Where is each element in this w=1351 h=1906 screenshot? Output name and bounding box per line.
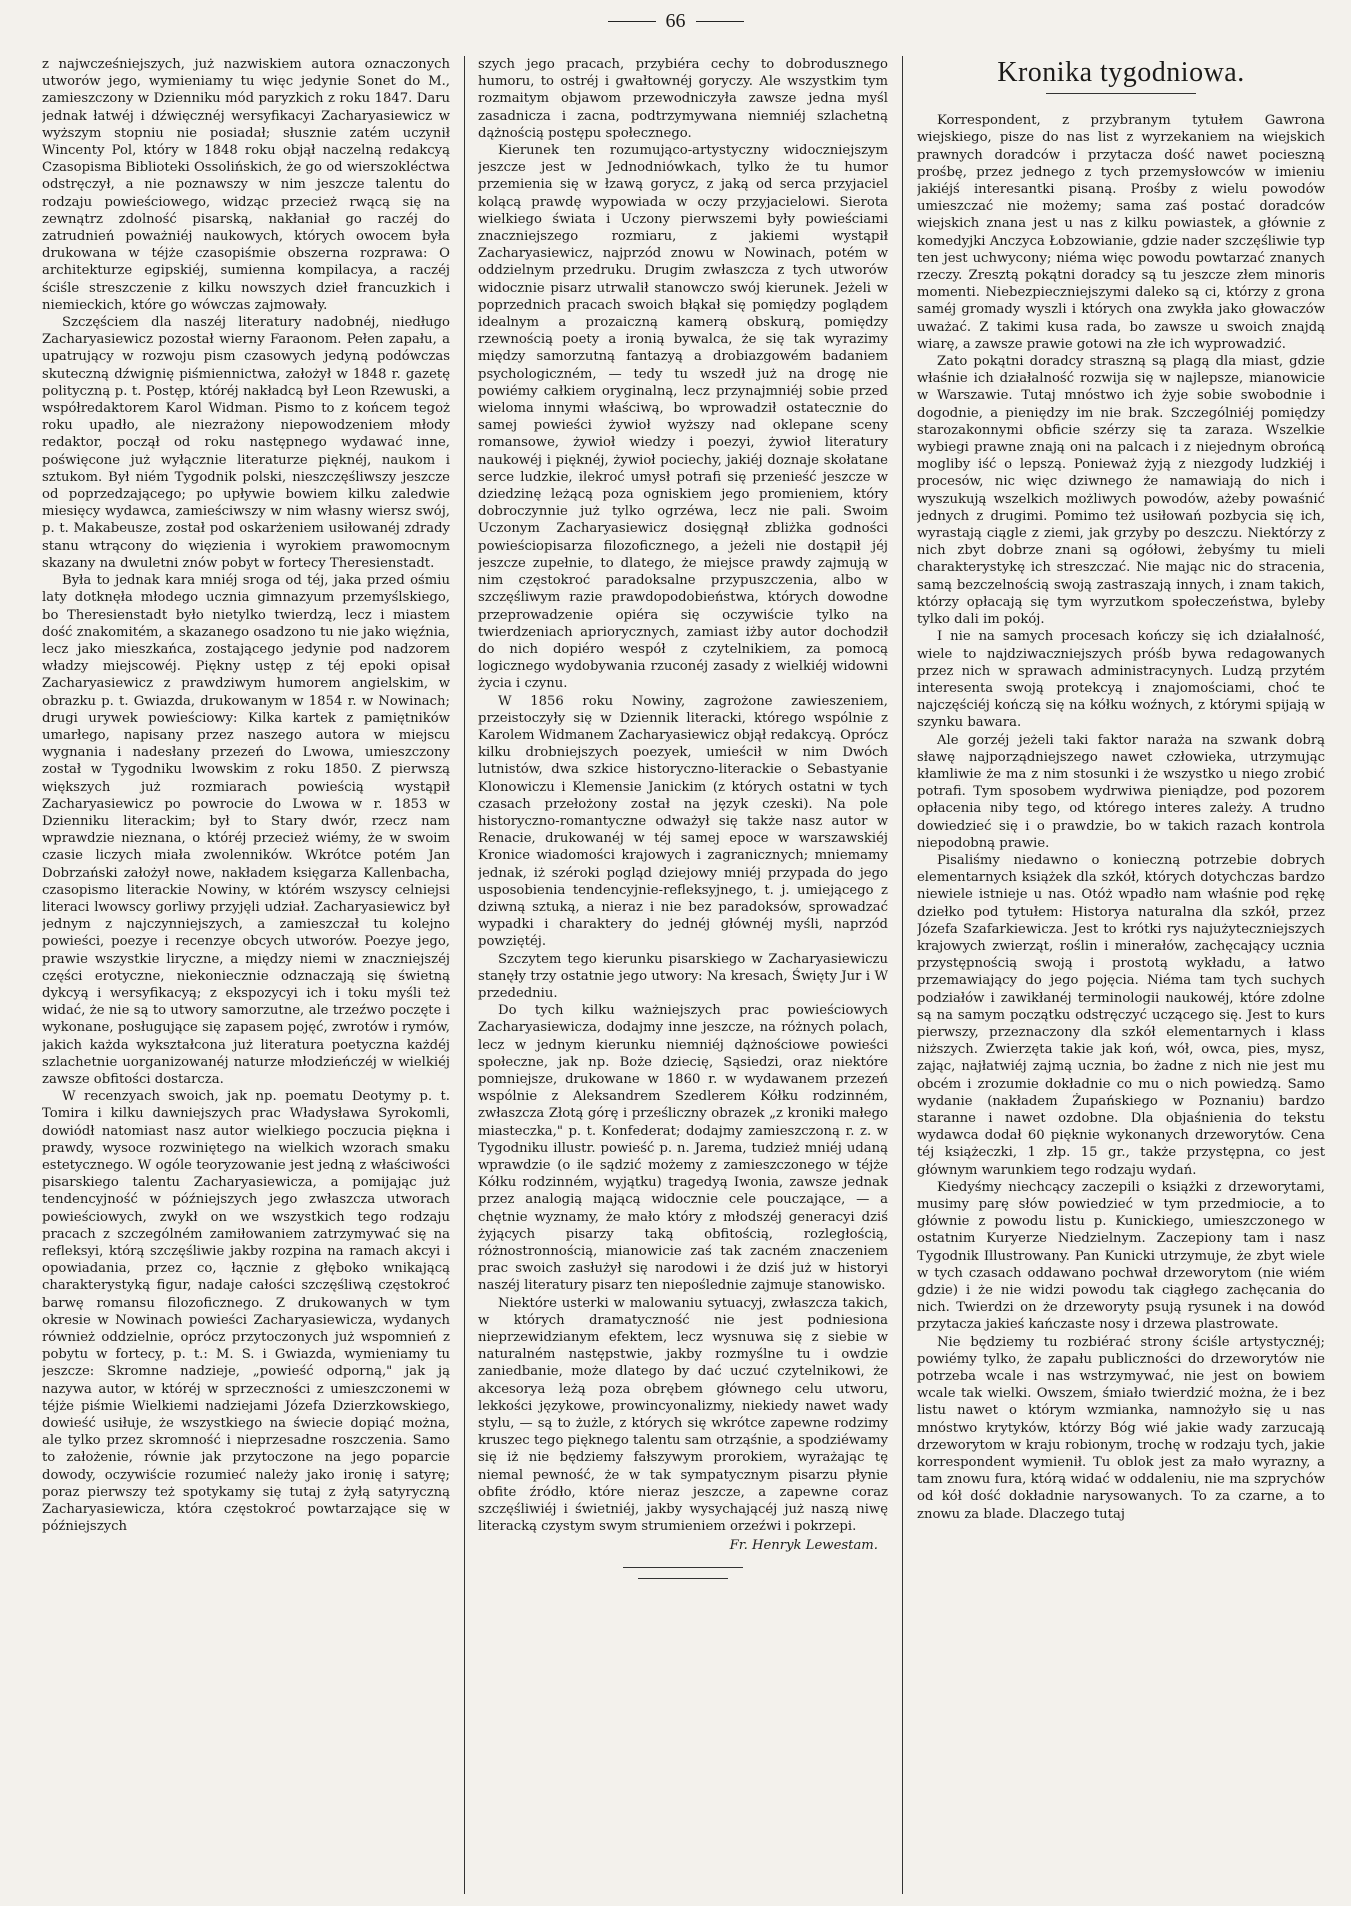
column-3-paragraph: Kiedyśmy niechcący zaczepili o książki z drzeworytami, musimy parę słów powiedzieć w tym przedmiocie, a to głównie z powodu listu p. Kunickiego, umieszczonego w ostatnim Kuryerze Niedzielnym. Zaczepiony tam i nasz Tygodnik Illustrowany. Pan Kunicki utrzymuje, że zbyt wiele w tych czasach oddawano pochwał drzeworytom (nie wiém gdzie) i że nie widzi powodu tak ciągłego zachęcania do nich. Twierdzi on że drzeworyty psują rysunek i na dowód przytacza jakieś kańczaste nosy i drzewa plastrowate. [917,1179,1325,1333]
column-1-paragraph: W recenzyach swoich, jak np. poematu Deotymy p. t. Tomira i kilku dawniejszych prac Władysława Syrokomli, dowiódł natomiast nasz autor wielkiego poczucia piękna i prawdy, wysoce rozwiniętego na wielkich wzorach smaku estetycznego. W ogóle teoryzowanie jest jedną z właściwości pisarskiego talentu Zacharyasiewicza, a pomijając już tendencyjność w późniejszych jego zwłaszcza utworach powieściowych, zwykł on we wszystkich tego rodzaju pracach z szczególném zamiłowaniem zatrzymywać się na refleksyi, którą szczęśliwie jakby rozpina na ramach akcyi i opowiadania, przez co, łącznie z głęboko wnikającą charakterystyką figur, nadaje całości szczęśliwą częstokroć barwę romansu filozoficznego. Z drukowanych w tym okresie w Nowinach powieści Zacharyasiewicza, wydanych również oddzielnie, oprócz przytoczonych już wspomnień z pobytu w fortecy, p. t.: M. S. i Gwiazda, wymieniamy tu jeszcze: Skromne nadzieje, „powieść odporną," jak ją nazywa autor, w któréj w sprzeczności z umieszczonemi w téjże piśmie Wielkiemi nadziejami Józefa Dzierzkowskiego, dowieść usiłuje, że wszystkiego na świecie dopiąć można, ale tylko przez skromność i nieprzesadne roszczenia. Samo to założenie, równie jak przytoczone na jego poparcie dowody, oczywiście rozumieć należy jako ironię i satyrę; poraz pierwszy też spotykamy się tutaj z żyłą satyryczną Zacharyasiewicza, która częstokroć powtarzające się w późniejszych [42,1089,450,1535]
title-rule [1046,93,1196,94]
column-3-paragraph: Korrespondent, z przybranym tytułem Gawrona wiejskiego, pisze do nas list z wyrzekaniem na wiejskich prawnych doradców i przytacza dość nawet pocieszną prośbę, przez jednego z tych przemysłowców w imieniu jakiéjś interesantki pisaną. Prośby z wielu powodów umieszczać nie możemy; sama zaś postać doradców wiejskich znana jest u nas z kilku powiastek, a głównie z komedyjki Anczyca Łobzowianie, gdzie nader szczęśliwie typ ten jest uchwycony; niéma więc powodu powtarzać znanych rzeczy. Zresztą pokątni doradcy są tu jeszcze złem minoris momenti. Niebezpieczniejszymi daleko są ci, którzy z grona saméj gromady wyszli i których ona zwykła jako głowaczów uważać. Z takimi kusa rada, bo zawsze u swoich znajdą wiarę, a zawsze prawie gotowi na złe ich wyprowadzić. [917,113,1325,352]
column-2-paragraph: Kierunek ten rozumująco-artystyczny widoczniejszym jeszcze jest w Jednodniówkach, tylko że tu humor przemienia się w łzawą gorycz, z jaką od serca przyjaciel kolącą prawdę wypowiada w oczy przyjacielowi. Sierota wielkiego świata i Uczony pierwszemi były powieściami znaczniejszego rozmiaru, z jakiemi wystąpił Zacharyasiewicz, najprzód znowu w Nowinach, potém w oddzielnym przedruku. Drugim zwłaszcza z tych utworów widocznie pisarz utrwalił stanowczo swój kierunek. Jeżeli w poprzednich pracach swoich błąkał się pomiędzy poglądem idealnym a prozaiczną kamerą obskurą, pomiędzy rzewnością poety a ironią bywalca, że się tak wyrazimy między samorzutną fantazyą a drobiazgowém badaniem psychologiczném, — tedy tu wszedł już na drogę nie powiémy całkiem oryginalną, lecz przynajmniéj sobie przed wieloma innymi właściwą, bo wprowadził ostatecznie do samej powieści żywioł wyższy nad oklepane sceny romansowe, żywioł wiedzy i poezyi, żywioł literatury naukowéj i pięknéj, żywioł pociechy, jakiéj doznaje skołatane serce ludzkie, ilekroć umysł potrafi się przenieść jeszcze w dziedzinę leżącą poza ogniskiem jego promieniem, który dobroczynnie już tylko ogrzéwa, lecz nie pali. Swoim Uczonym Zacharyasiewicz dosięgnął zbliżka godności powieściopisarza filozoficznego, a jeżeli nie dostąpił jéj jeszcze zupełnie, to dlatego, że miejsce prawdy zajmują w nim częstokroć paradoksalne przypuszczenia, albo w szczęśliwym razie prawdopodobieństwa, których dowodne przeprowadzenie opiéra się oczywiście tylko na twierdzeniach apriorycznych, zamiast iżby autor dochodził do nich dopiéro wespół z czytelnikiem, za pomocą logicznego wydobywania rzuconéj zasady z wielkiéj widowni życia i czynu. [478,143,888,692]
column-3 [917,56,1325,1894]
column-3-paragraph: Ale gorzéj jeżeli taki faktor naraża na szwank dobrą sławę najporządniejszego nawet człowieka, utrzymując kłamliwie że ma z nim stosunki i że wszystko u niego zrobić potrafi. Tym sposobem wydrwiwa pieniądze, pod pozorem opłacenia niby tego, od którego interes zależy. A trudno dowiedzieć się i o prawdzie, bo w takich razach kontrola niepodobną prawie. [917,732,1325,851]
article-end-rule-short [638,1578,728,1579]
column-2-paragraph: szych jego pracach, przybiéra cechy to dobrodusznego humoru, to ostréj i gwałtownéj goryczy. Ale wszystkim tym rozmaitym objawom przewodniczyła zawsze jedna myśl zasadnicza i zacna, podtrzymywana niemniéj szlachetną dążnością postępu społecznego. [478,57,888,141]
section-title: Kronika tygodniowa. [997,57,1245,88]
article-end-rule [623,1567,743,1568]
column-2-paragraph: W 1856 roku Nowiny, zagrożone zawieszeniem, przeistoczyły się w Dziennik literacki, którego wspólnie z Karolem Widmanem Zacharyasiewicz objął redakcyą. Oprócz kilku drobniejszych poezyek, umieścił w nim Dwóch lutnistów, dwa szkice historyczno-literackie o Sebastyanie Klonowiczu i Klemensie Janickim (z których ostatni w tych czasach przełożony został na język czeski). Na pole historyczno-romantyczne odważył się także nasz autor w Renacie, drukowanéj w téj samej epoce w warszawskiéj Kronice wiadomości krajowych i zagranicznych; mniemamy jednak, iż széroki pogląd dziejowy mniéj przypada do jego usposobienia tendencyjnie-refleksyjnego, t. j. umiejącego z dziwną sztuką, a nieraz i nie bez paradoksów, sprowadzać wypadki i charaktery do jednéj głównéj myśli, naprzód powziętéj. [478,693,888,950]
column-3-paragraph: I nie na samych procesach kończy się ich działalność, wiele to najdziwaczniejszych próśb bywa redagowanych przez nich w sprawach administracynych. Ludzą przytém interesenta swoją protekcyą i znajomościami, choć te najczęściéj kończą się na kółku woźnych, z którymi spijają w szynku bawara. [917,629,1325,731]
column-3-paragraph: Nie będziemy tu rozbiérać strony ściśle artystycznéj; powiémy tylko, że zapału publiczności do drzeworytów nie potrzeba wcale i nas wstrzymywać, nie jest on bowiem wcale tak wielki. Owszem, śmiało twierdzić można, że i bez listu nawet o którym wzmianka, namnożyło się u nas mnóstwo krytyków, którzy Bóg wié jakie wady zarzucają drzeworytom w kraju robionym, trochę w rodzaju tych, jakie korrespondent wymienił. Tu oblok jest za mało wyrazny, a tam znowu fura, którą widać w oddaleniu, nie ma szprychów od kół dość dokładnie narysowanych. To za czarne, a to znowu za blade. Dlaczego tutaj [917,1334,1325,1522]
column-1-paragraph: z najwcześniejszych, już nazwiskiem autora oznaczonych utworów jego, wymieniamy tu więc jedynie Sonet do M., zamieszczony w Dzienniku mód paryzkich z roku 1847. Daru jednak łatwéj i dźwięcznéj wersyfikacyi Zacharyasiewicz w wyższym stopniu nie posiadał; słusznie zatém uczynił Wincenty Pol, który w 1848 roku objął naczelną redakcyą Czasopisma Biblioteki Ossolińskich, że go od wierszokléctwa odstręczył, a nie poznawszy w nim jeszcze talentu do rodzaju powieściowego, widząc przecież rwącą się na zewnątrz zdolność pisarską, nakłaniał go raczéj do zatrudnień poważniéj naukowych, których owocem była drukowana w téjże czasopiśmie obszerna rozprawa: O architekturze egipskiéj, sumienna kompilacya, a raczéj ściśle streszczenie z kilku nowszych dzieł francuzkich i niemieckich, które go wówczas zajmowały. [42,57,450,313]
column-2 [478,56,888,1894]
column-3-paragraph: Zato pokątni doradcy straszną są plagą dla miast, gdzie właśnie ich działalność rozwija się w najlepsze, mianowicie w Warszawie. Tutaj mnóstwo ich żyje sobie swobodnie i dogodnie, a pieniędzy im nie brak. Szczególniéj pomiędzy starozakonnymi obficie szérzy się ta zaraza. Wszelkie wybiegi prawne znają oni na palcach i z niejednym obrońcą mogliby iść o lepszą. Ponieważ żyją z niezgody ludzkiéj i procesów, nic więc dziwnego że namawiają do nich i wyszukują wszelkich możliwych powodów, ażeby powaśnić jednych z drugimi. Pomimo też usiłowań pozbycia się ich, wyrastają ciągle z ziemi, jak grzyby po deszczu. Niektórzy z nich zbyt dobrze znani są ogółowi, żebyśmy tu mieli charakterystykę ich streszczać. Nie mając nic do stracenia, samą bezczelnością swoją zastraszają innych, i znam takich, którzy opłacają się tym wyrzutkom społeczeństwa, byleby tylko dali im pokój. [917,354,1325,628]
header-rule-left [608,21,656,22]
column-2-paragraph: Do tych kilku ważniejszych prac powieściowych Zacharyasiewicza, dodajmy inne jeszcze, na różnych polach, lecz w jednym kierunku niemniéj dążnościowe powieści społeczne, jak np. Boże dziecię, Sąsiedzi, oraz niektóre pomniejsze, drukowane w 1860 r. w wydawanem przezeń wspólnie z Aleksandrem Szedlerem Kółku rodzinném, zwłaszcza Złotą górę i prześliczny obrazek „z kroniki małego miasteczka," p. t. Konfederat; dodajmy zamieszczoną r. z. w Tygodniku illustr. powieść p. n. Jarema, tudzież mniéj udaną wprawdzie (o ile sądzić możemy z zamieszczonego w téjże Kółku rodzinném, wyjątku) tragedyą Iwonia, zawsze jednak przez analogią mającą widocznie cele pouczające, — a chętnie wyznamy, że mało który z młodszéj generacyi dziś żyjących pisarzy taką obfitością, rozległością, różnostronnością, mianowicie zaś tak zacném znaczeniem prac swoich zasłużył się narodowi i że dziś już w historyi naszéj literatury pisarz ten niepoślednie zajmuje stanowisko. [478,1003,888,1294]
column-divider-1 [464,56,465,1894]
column-1 [42,56,450,1894]
column-3-paragraph: Pisaliśmy niedawno o konieczną potrzebie dobrych elementarnych książek dla szkół, których dotychczas bardzo niewiele istnieje u nas. Otóż wpadło nam właśnie pod rękę dziełko pod tytułem: Historya naturalna dla szkół, przez Józefa Szafarkiewicza. Jest to krótki rys najużyteczniejszych krajowych zwierząt, roślin i minerałów, zachęcający ucznia przystępnością swoją i prostotą wykładu, a łatwo przemawiający do jego pojęcia. Niéma tam tych suchych podziałów i zawikłanéj terminologii naukowéj, które zdolne są na samym początku odstręczyć uczącego się. Jest to kurs pierwszy, przeznaczony dla szkół elementarnych i klass niższych. Zwierzęta takie jak koń, wół, owca, pies, mysz, zając, najłatwiéj zajmą ucznia, bo żadne z nich nie jest mu obcém i zrozumie dokładnie co mu o nich powiedzą. Samo wydanie (nakładem Żupańskiego w Poznaniu) bardzo staranne i nawet ozdobne. Dla objaśnienia do tekstu wydawca dodał 60 pięknie wykonanych drzeworytów. Cena téj książeczki, 1 złp. 15 gr., także przystępna, co jest głównym warunkiem tego rodzaju wydań. [917,852,1325,1178]
header-rule-right [696,21,744,22]
page-header [0,10,1351,33]
column-2-paragraph: Niektóre usterki w malowaniu sytuacyj, zwłaszcza takich, w których dramatyczność nie jest podniesiona nieprzewidzianym efektem, lecz wysnuwa się z siebie w naturalném następstwie, jakby rozmyślne tu i owdzie zaniedbanie, może dlatego by dać uczuć czytelnikowi, że akcesorya leżą poza obrębem głównego celu utworu, lekkości językowe, prowincyonalizmy, niekiedy nawet wady stylu, — są to żużle, z których się wkrótce zapewne rodzimy kruszec tego pięknego talentu sam otrząśnie, a spodziéwamy się iż nie będziemy fałszywym prorokiem, wyrażając tę niemal pewność, że w tak sympatycznym pisarzu płynie obfite źródło, które nieraz jeszcze, a zapewne coraz szczęśliwiéj i świetniéj, jakby wysychającéj już naszą niwę literacką czystym swym strumieniem orzeźwi i pokrzepi. [478,1295,888,1535]
column-1-paragraph: Szczęściem dla naszéj literatury nadobnéj, niedługo Zacharyasiewicz pozostał wierny Faraonom. Pełen zapału, a upatrujący w rozwoju pism czasowych jedyną podówczas skuteczną dźwignię piśmiennictwa, założył w 1848 r. gazetę polityczną p. t. Postęp, któréj nakładcą był Leon Rzewuski, a współredaktorem Karol Widman. Pismo to z końcem tegoż roku upadło, ale niezrażony niepowodzeniem młody redaktor, począł od roku następnego wydawać inne, poświęcone już wyłącznie literaturze pięknéj, naukom i sztukom. Był niém Tygodnik polski, nieszczęśliwszy jeszcze od poprzedzającego; po upływie bowiem kilku zaledwie miesięcy wydawca, zamieściwszy w nim własny wiersz swój, p. t. Makabeusze, został pod oskarżeniem usiłowanéj zdrady stanu wtrącony do więzienia i wyrokiem prawomocnym skazany na dwuletni znów pobyt w fortecy Theresienstadt. [42,315,450,571]
article-signature: Fr. Henryk Lewestam. [729,1538,878,1554]
page-number: 66 [665,10,686,32]
column-divider-2 [902,56,903,1894]
column-1-paragraph: Była to jednak kara mniéj sroga od téj, jaka przed ośmiu laty dotknęła młodego ucznia gimnazyum przemyślskiego, bo Theresienstadt było nietylko twierdzą, lecz i miastem dość znakomitém, a skazanego osadzono tu nie jako więźnia, lecz jako mieszkańca, zostającego jedynie pod nadzorem władzy miejscowéj. Piękny ustęp z téj epoki opisał Zacharyasiewicz z prawdziwym humorem angielskim, w obrazku p. t. Gwiazda, drukowanym w 1854 r. w Nowinach; drugi urywek powieściowy: Kilka kartek z pamiętników umarłego, napisany przez naszego autora w miejscu wygnania i nadesłany przezeń do Lwowa, umieszczony został w Tygodniku lwowskim z roku 1850. Z pierwszą większych już rozmiarach powieścią wystąpił Zacharyasiewicz po powrocie do Lwowa w r. 1853 w Dzienniku literackim; był to Stary dwór, rzecz nam wprawdzie nieznana, o któréj przecież wiémy, że w swoim czasie liczych miała zwolenników. Wkrótce potém Jan Dobrzański założył nowe, nakładem księgarza Kallenbacha, czasopismo literackie Nowiny, w którém wszyscy celniejsi literaci lwowscy gorliwy przyjęli udział. Zacharyasiewicz był jednym z najczynniejszych, a zamieszczał tu kolejno powieści, poezye i recenzye obcych utworów. Poezye jego, prawie wszystkie liryczne, a między niemi w znaczniejszéj części erotyczne, niekoniecznie odznaczają się świetną dykcyą i wersyfikacyą; z ekspozycyi ich i toku myśli też widać, że nie są to utwory samorzutne, ale trzeźwo poczęte i wykonane, posługujące się zapasem pojęć, zwrotów i rymów, jakich każda wykształcona już literatura poetyczna każdéj szlachetnie uorganizowanéj naturze młodzieńczéj w wielkiéj zawsze obfitości dostarcza. [42,573,450,1087]
column-2-paragraph: Szczytem tego kierunku pisarskiego w Zacharyasiewiczu stanęły trzy ostatnie jego utwory: Na kresach, Święty Jur i W przededniu. [478,951,888,1001]
